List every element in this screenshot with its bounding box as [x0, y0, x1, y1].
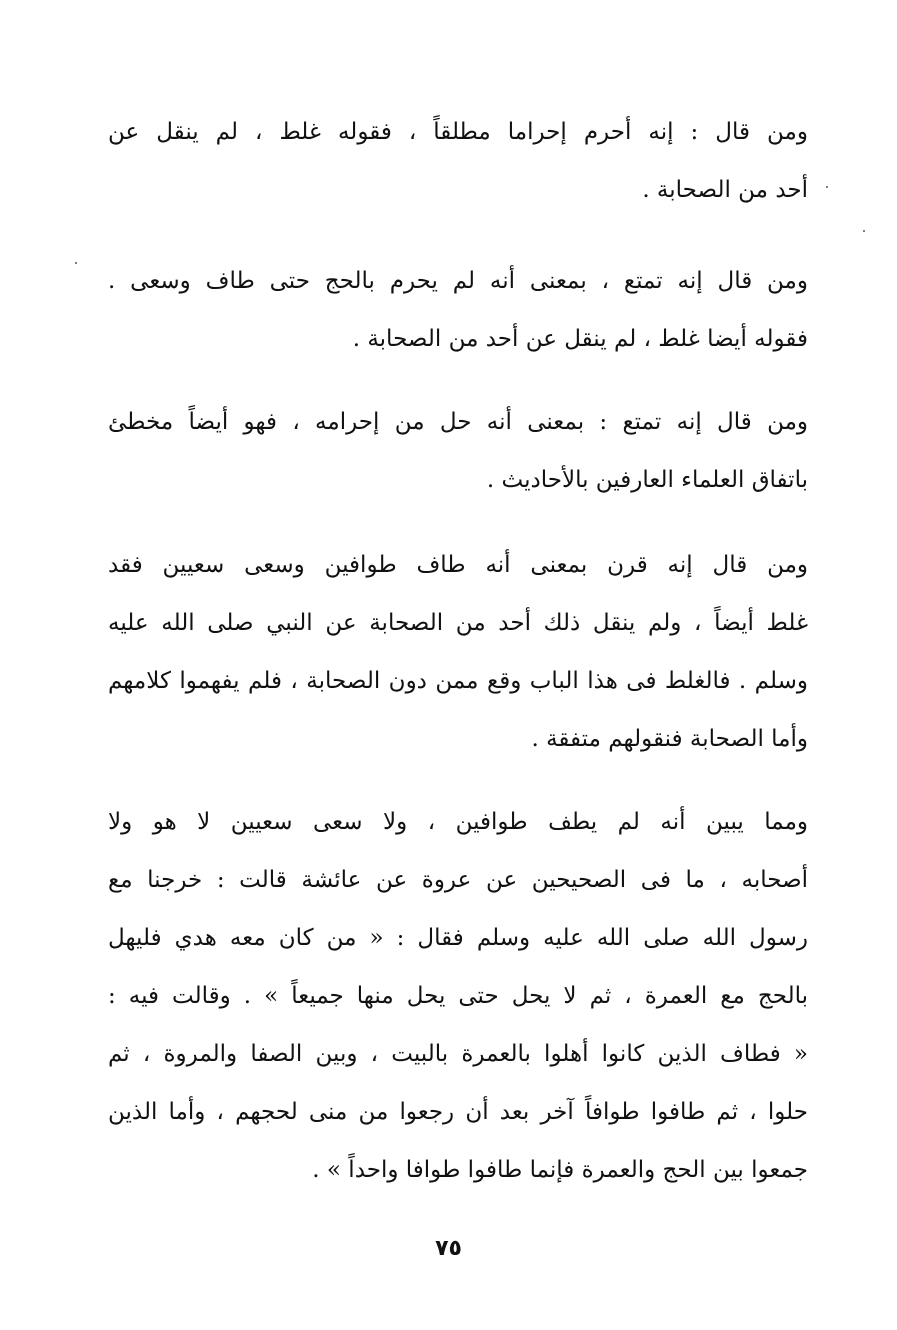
text-line: ومن قال إنه تمتع ، بمعنى أنه لم يحرم بالحج حتى طاف وسعى .	[108, 268, 808, 294]
text-line: ومن قال : إنه أحرم إحراما مطلقاً ، فقوله غلط ، لم ينقل عن	[108, 119, 808, 145]
text-line: جمعوا بين الحج والعمرة فإنما طافوا طوافا واحداً » .	[312, 1157, 808, 1183]
page-number: ٧٥	[435, 1236, 462, 1261]
scan-speck	[863, 230, 865, 232]
text-line: باتفاق العلماء العارفين بالأحاديث .	[486, 467, 808, 493]
text-line: غلط أيضاً ، ولم ينقل ذلك أحد من الصحابة عن النبي صلى الله عليه	[108, 610, 808, 636]
paragraph-5	[108, 793, 808, 1199]
scan-speck	[75, 262, 77, 264]
text-line: حلوا ، ثم طافوا طوافاً آخر بعد أن رجعوا من منى لحجهم ، وأما الذين	[108, 1099, 808, 1125]
text-line: ومما يبين أنه لم يطف طوافين ، ولا سعى سعيين لا هو ولا	[108, 809, 808, 835]
text-line: فقوله أيضا غلط ، لم ينقل عن أحد من الصحابة .	[352, 326, 808, 352]
text-line: وأما الصحابة فنقولهم متفقة .	[531, 726, 808, 752]
paragraph-1	[108, 103, 808, 219]
text-line: « فطاف الذين كانوا أهلوا بالعمرة بالبيت ، وبين الصفا والمروة ، ثم	[108, 1041, 808, 1067]
paragraph-2	[108, 252, 808, 368]
scan-speck	[826, 186, 828, 188]
text-line: أحد من الصحابة .	[642, 177, 808, 203]
text-line: وسلم . فالغلط فى هذا الباب وقع ممن دون الصحابة ، فلم يفهموا كلامهم	[108, 668, 808, 694]
text-line: ومن قال إنه تمتع : بمعنى أنه حل من إحرامه ، فهو أيضاً مخطئ	[108, 409, 808, 435]
text-line: بالحج مع العمرة ، ثم لا يحل حتى يحل منها جميعاً » . وقالت فيه :	[108, 983, 808, 1009]
paragraph-4	[108, 536, 808, 768]
text-line: رسول الله صلى الله عليه وسلم فقال : « من كان معه هدي فليهل	[108, 925, 808, 951]
text-line: ومن قال إنه قرن بمعنى أنه طاف طوافين وسعى سعيين فقد	[108, 552, 808, 578]
text-line: أصحابه ، ما فى الصحيحين عن عروة عن عائشة قالت : خرجنا مع	[108, 867, 808, 893]
paragraph-3	[108, 393, 808, 509]
